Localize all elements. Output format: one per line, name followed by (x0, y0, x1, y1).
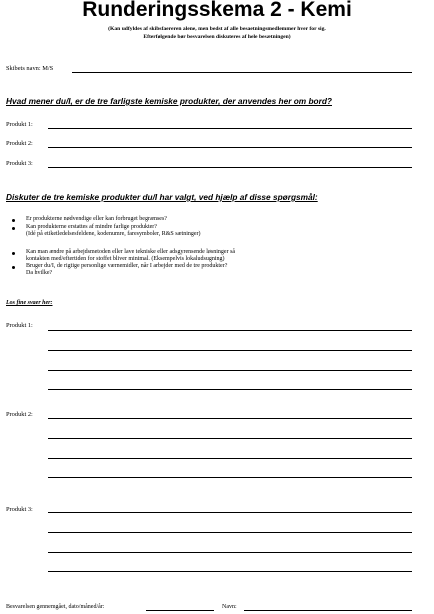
bullet-2-line-2: (Idé på etiketledelsesfeldene, kodenumre, faresymboler, R&S sætninger) (26, 231, 201, 237)
answer-2-line[interactable] (48, 458, 412, 459)
answer-3-line[interactable] (48, 552, 412, 553)
answer-3-line[interactable] (48, 512, 412, 513)
answer-product-2-label: Produkt 2: (6, 411, 33, 418)
product-2-field[interactable] (48, 147, 412, 148)
answer-2-line[interactable] (48, 418, 412, 419)
answer-2-line[interactable] (48, 438, 412, 439)
bullet-3-line-1: Kan man ændre på arbejdsmetoden eller lave tekniske eller adsgyrensende løsninger så (26, 249, 236, 255)
question-1-heading: Hvad mener du/I, er de tre farligste kemiske produkter, der anvendes her om bord? (6, 96, 332, 106)
subtitle-line-1: (Kan udfyldes af skibsfaereren alene, men bedst af alle besaetningsmedlemmer hver for sig. (108, 26, 326, 32)
bullet-3-line-2: kontakten med/eftertiden for stoffet bliver minimal. (Eksempelvis lokaludsugning) (26, 256, 225, 262)
answer-1-line[interactable] (48, 350, 412, 351)
answer-3-line[interactable] (48, 532, 412, 533)
bullet-icon (12, 219, 15, 222)
product-3-label: Produkt 3: (6, 160, 33, 167)
answer-2-line[interactable] (48, 477, 412, 478)
product-1-label: Produkt 1: (6, 121, 33, 128)
vessel-name-label: Skibets navn: M/S (6, 65, 54, 72)
vessel-name-field[interactable] (72, 72, 412, 73)
answer-1-line[interactable] (48, 330, 412, 331)
signature-date-field[interactable] (146, 610, 214, 611)
subtitle-line-2: Efterfølgende bør besvarelsen diskuteres af hele besætningen) (143, 34, 291, 40)
answer-1-line[interactable] (48, 389, 412, 390)
name-label: Navn: (222, 604, 237, 610)
question-2-heading: Diskuter de tre kemiske produkter du/I har valgt, ved hjælp af disse spørgsmål: (6, 192, 318, 202)
name-field[interactable] (244, 610, 412, 611)
product-3-field[interactable] (48, 167, 412, 168)
product-2-label: Produkt 2: (6, 140, 33, 147)
bullet-icon (12, 227, 15, 230)
answer-product-3-label: Produkt 3: (6, 506, 33, 513)
bullet-2-line-1: Kan produkterne erstattes af mindre farlige produkter? (26, 224, 157, 230)
answers-heading: Los fine svaer her: (6, 300, 53, 306)
bullet-icon (12, 266, 15, 269)
signature-date-label: Besvarelsen gennemgået, dato/måned/år: (6, 604, 105, 610)
bullet-4-line-1: Bruger du/I, de rigtige personlige værnemidler, når I arbejder med de tre produkter? (26, 263, 228, 269)
answer-product-1-label: Produkt 1: (6, 322, 33, 329)
answer-3-line[interactable] (48, 571, 412, 572)
page-title: Runderingsskema 2 - Kemi (82, 0, 352, 21)
answer-1-line[interactable] (48, 370, 412, 371)
product-1-field[interactable] (48, 128, 412, 129)
bullet-4-line-2: Da hvilke? (26, 270, 53, 276)
bullet-icon (12, 252, 15, 255)
bullet-1-line-1: Er produkterne nødvendige eller kan forbruget begrænses? (26, 216, 167, 222)
